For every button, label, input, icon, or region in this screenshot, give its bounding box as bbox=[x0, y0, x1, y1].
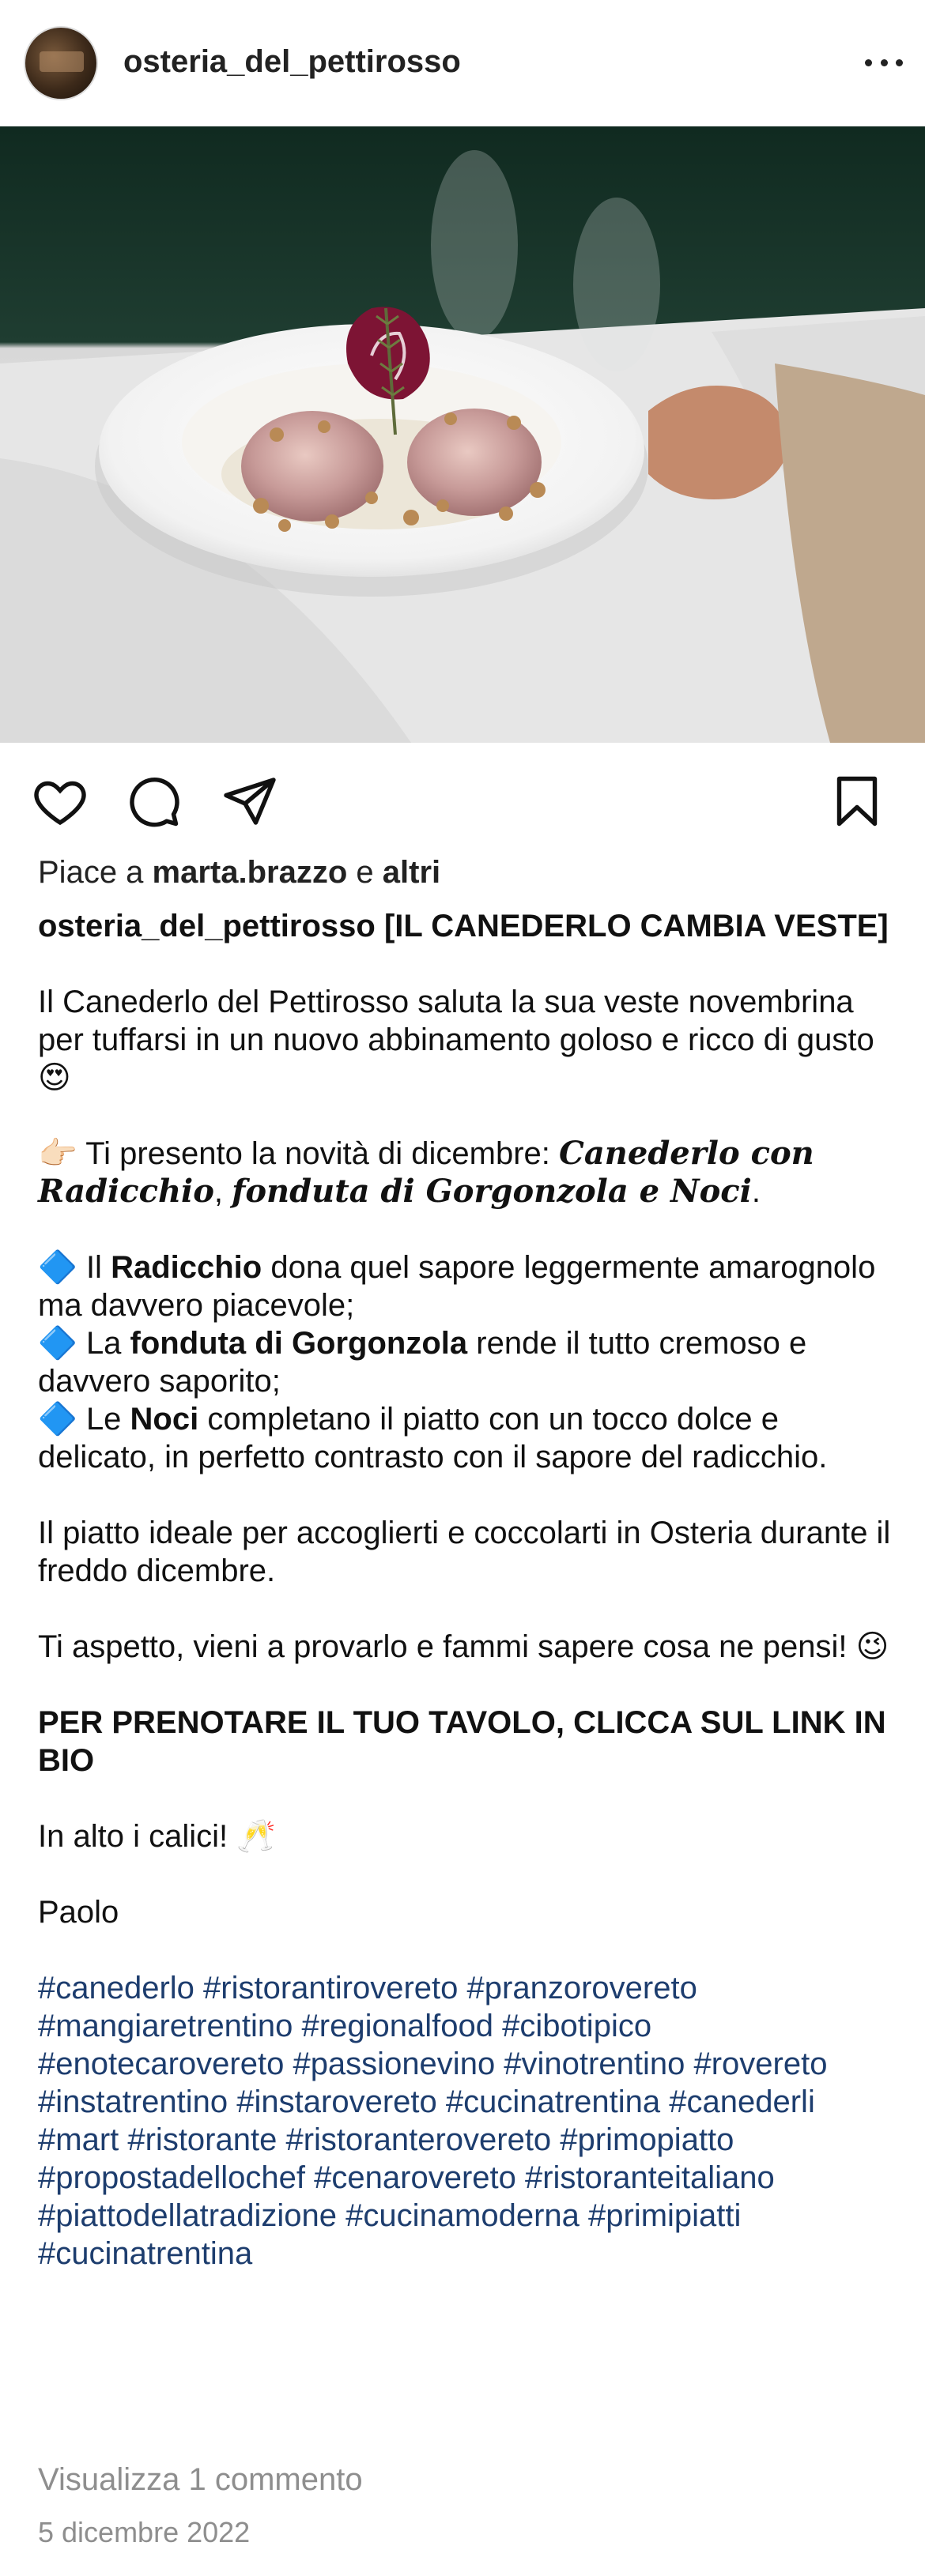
post-username[interactable]: osteria_del_pettirosso bbox=[123, 44, 461, 79]
caption-paragraph-1: Il Canederlo del Pettirosso saluta la sua veste novembrina per tuffarsi in un nuovo abbinamento goloso e ricco di gusto 😍 bbox=[38, 985, 874, 1096]
caption-username[interactable]: osteria_del_pettirosso bbox=[38, 909, 376, 943]
caption-paragraph-3: Il piatto ideale per accoglierti e coccolarti in Osteria durante il freddo dicembre. bbox=[38, 1516, 891, 1588]
dish-sauce: fonduta di Gorgonzola e Noci bbox=[232, 1173, 752, 1210]
likes-summary bbox=[38, 855, 440, 891]
likes-others-link[interactable]: altri bbox=[382, 855, 441, 890]
bookmark-icon bbox=[829, 773, 885, 830]
avatar[interactable] bbox=[24, 26, 98, 100]
caption-paragraph-2: 👉🏻 Ti presento la novità di dicembre: Canederlo con Radicchio, fonduta di Gorgonzola e Noci. bbox=[38, 1135, 814, 1210]
blue-diamond-icon: 🔷 bbox=[38, 1401, 77, 1437]
caption-bullets: 🔷 Il Radicchio dona quel sapore leggermente amarognolo ma davvero piacevole; 🔷 La fonduta di Gorgonzola rende il tutto cremoso e davvero saporito; 🔷 Le Noci completano il piatto con un tocco dolce e delicato, in perfetto contrasto con il sapore del radicchio. bbox=[38, 1249, 876, 1474]
blue-diamond-icon: 🔷 bbox=[38, 1325, 77, 1361]
post-date: 5 dicembre 2022 bbox=[38, 2516, 251, 2548]
heart-icon bbox=[32, 773, 89, 830]
share-button[interactable] bbox=[221, 773, 278, 830]
post-caption bbox=[38, 907, 892, 2310]
dish-name: Canederlo con Radicchio bbox=[38, 1135, 814, 1210]
post-image[interactable] bbox=[0, 126, 925, 743]
post-header bbox=[0, 0, 925, 126]
caption-title: [IL CANEDERLO CAMBIA VESTE] bbox=[383, 909, 889, 943]
caption-booking-cta: PER PRENOTARE IL TUO TAVOLO, CLICCA SUL LINK IN BIO bbox=[38, 1705, 886, 1778]
comment-button[interactable] bbox=[125, 773, 182, 830]
comment-icon bbox=[125, 773, 182, 830]
wink-emoji: 😉 bbox=[855, 1629, 889, 1665]
more-icon-dot bbox=[896, 59, 903, 66]
likes-user-link[interactable]: marta.brazzo bbox=[152, 855, 348, 890]
post-actions bbox=[0, 759, 925, 838]
view-comments-link[interactable]: Visualizza 1 commento bbox=[38, 2462, 363, 2497]
more-icon-dot bbox=[881, 59, 888, 66]
heart-eyes-emoji: 😍 bbox=[38, 1060, 71, 1096]
like-button[interactable] bbox=[32, 773, 89, 830]
caption-paragraph-6: In alto i calici! 🥂 bbox=[38, 1818, 277, 1855]
likes-mid: e bbox=[347, 855, 383, 890]
more-options-button[interactable] bbox=[860, 43, 908, 82]
save-button[interactable] bbox=[829, 773, 885, 830]
caption-paragraph-4: Ti aspetto, vieni a provarlo e fammi sapere cosa ne pensi! 😉 bbox=[38, 1629, 889, 1665]
more-icon bbox=[865, 59, 872, 66]
caption-hashtags[interactable]: #canederlo #ristorantirovereto #pranzorovereto #mangiaretrentino #regionalfood #cibotipico #enotecarovereto #passionevino #vinotrentino #rovereto #instatrentino #instarovereto #cucinatrentina #canederli #mart #ristorante #ristoranterovereto #primopiatto #propostadellochef #cenarovereto #ristoranteitaliano #piattodellatradizione #cucinamoderna #primipiatti #cucinatrentina bbox=[38, 1971, 828, 2271]
blue-diamond-icon: 🔷 bbox=[38, 1249, 77, 1286]
clinking-glasses-emoji: 🥂 bbox=[236, 1818, 277, 1855]
share-icon bbox=[221, 773, 278, 830]
caption-signature: Paolo bbox=[38, 1895, 119, 1930]
pointing-hand-emoji: 👉🏻 bbox=[38, 1135, 77, 1172]
likes-prefix: Piace a bbox=[38, 855, 153, 890]
